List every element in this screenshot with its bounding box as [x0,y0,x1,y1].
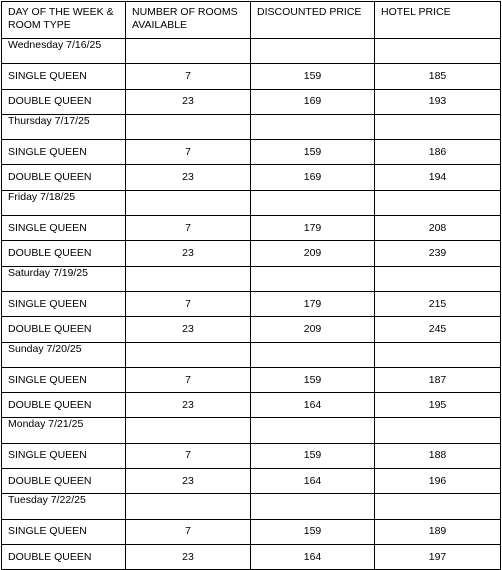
discounted-price-cell: 164 [251,544,375,569]
empty-cell [375,494,501,519]
table-row [2,367,501,392]
header-day-room-type: DAY OF THE WEEK & ROOM TYPE [2,2,126,39]
day-label: Saturday 7/19/25 [2,266,126,291]
rooms-available-cell: 7 [126,140,251,165]
rooms-available-cell: 7 [126,443,251,468]
rooms-available-cell: 7 [126,291,251,316]
empty-cell [375,342,501,367]
day-label: Sunday 7/20/25 [2,342,126,367]
table-row [2,443,501,468]
room-type-cell: DOUBLE QUEEN [2,241,126,266]
table-row [2,291,501,316]
discounted-price-cell: 209 [251,317,375,342]
empty-cell [251,190,375,215]
discounted-price-cell: 159 [251,367,375,392]
discounted-price-cell: 164 [251,393,375,418]
empty-cell [126,418,251,443]
rooms-available-cell: 23 [126,89,251,114]
discounted-price-cell: 159 [251,140,375,165]
rooms-available-cell: 23 [126,469,251,494]
empty-cell [126,190,251,215]
day-row [2,418,501,443]
empty-cell [375,190,501,215]
room-type-cell: SINGLE QUEEN [2,64,126,89]
header-rooms-available: NUMBER OF ROOMS AVAILABLE [126,2,251,39]
discounted-price-cell: 159 [251,443,375,468]
room-type-cell: SINGLE QUEEN [2,367,126,392]
table-row [2,393,501,418]
empty-cell [126,266,251,291]
table-row [2,519,501,544]
hotel-price-cell: 239 [375,241,501,266]
hotel-price-cell: 197 [375,544,501,569]
header-discounted-price: DISCOUNTED PRICE [251,2,375,39]
empty-cell [375,39,501,64]
hotel-price-cell: 245 [375,317,501,342]
day-label: Wednesday 7/16/25 [2,39,126,64]
room-type-cell: SINGLE QUEEN [2,140,126,165]
rooms-available-cell: 23 [126,165,251,190]
empty-cell [251,342,375,367]
room-type-cell: DOUBLE QUEEN [2,393,126,418]
empty-cell [126,494,251,519]
header-row [2,2,501,39]
room-rate-table [1,1,501,570]
empty-cell [251,494,375,519]
hotel-price-cell: 194 [375,165,501,190]
empty-cell [375,266,501,291]
rooms-available-cell: 7 [126,216,251,241]
table-row [2,469,501,494]
day-label: Tuesday 7/22/25 [2,494,126,519]
empty-cell [251,114,375,139]
hotel-price-cell: 187 [375,367,501,392]
day-label: Thursday 7/17/25 [2,114,126,139]
hotel-price-cell: 208 [375,216,501,241]
table-row [2,241,501,266]
table-row [2,544,501,569]
header-hotel-price: HOTEL PRICE [375,2,501,39]
room-type-cell: SINGLE QUEEN [2,443,126,468]
day-label: Monday 7/21/25 [2,418,126,443]
discounted-price-cell: 164 [251,469,375,494]
room-type-cell: DOUBLE QUEEN [2,469,126,494]
discounted-price-cell: 179 [251,216,375,241]
discounted-price-cell: 169 [251,89,375,114]
hotel-price-cell: 185 [375,64,501,89]
hotel-price-cell: 188 [375,443,501,468]
empty-cell [375,418,501,443]
rooms-available-cell: 7 [126,64,251,89]
room-type-cell: DOUBLE QUEEN [2,544,126,569]
hotel-price-cell: 195 [375,393,501,418]
table-row [2,140,501,165]
rooms-available-cell: 7 [126,519,251,544]
discounted-price-cell: 159 [251,64,375,89]
empty-cell [126,114,251,139]
day-row [2,342,501,367]
table-row [2,64,501,89]
hotel-price-cell: 189 [375,519,501,544]
rooms-available-cell: 23 [126,544,251,569]
discounted-price-cell: 209 [251,241,375,266]
day-label: Friday 7/18/25 [2,190,126,215]
day-row [2,266,501,291]
empty-cell [251,418,375,443]
day-row [2,494,501,519]
empty-cell [251,266,375,291]
day-row [2,39,501,64]
hotel-price-cell: 193 [375,89,501,114]
table-row [2,317,501,342]
discounted-price-cell: 179 [251,291,375,316]
room-type-cell: DOUBLE QUEEN [2,317,126,342]
rooms-available-cell: 23 [126,317,251,342]
room-type-cell: DOUBLE QUEEN [2,165,126,190]
table-row [2,165,501,190]
day-row [2,114,501,139]
room-type-cell: SINGLE QUEEN [2,216,126,241]
empty-cell [126,39,251,64]
rooms-available-cell: 7 [126,367,251,392]
room-type-cell: SINGLE QUEEN [2,291,126,316]
discounted-price-cell: 159 [251,519,375,544]
table-row [2,89,501,114]
room-type-cell: SINGLE QUEEN [2,519,126,544]
empty-cell [251,39,375,64]
empty-cell [375,114,501,139]
discounted-price-cell: 169 [251,165,375,190]
empty-cell [126,342,251,367]
rooms-available-cell: 23 [126,241,251,266]
day-row [2,190,501,215]
hotel-price-cell: 215 [375,291,501,316]
table-row [2,216,501,241]
table-body [2,39,501,570]
hotel-price-cell: 186 [375,140,501,165]
hotel-price-cell: 196 [375,469,501,494]
rooms-available-cell: 23 [126,393,251,418]
room-type-cell: DOUBLE QUEEN [2,89,126,114]
